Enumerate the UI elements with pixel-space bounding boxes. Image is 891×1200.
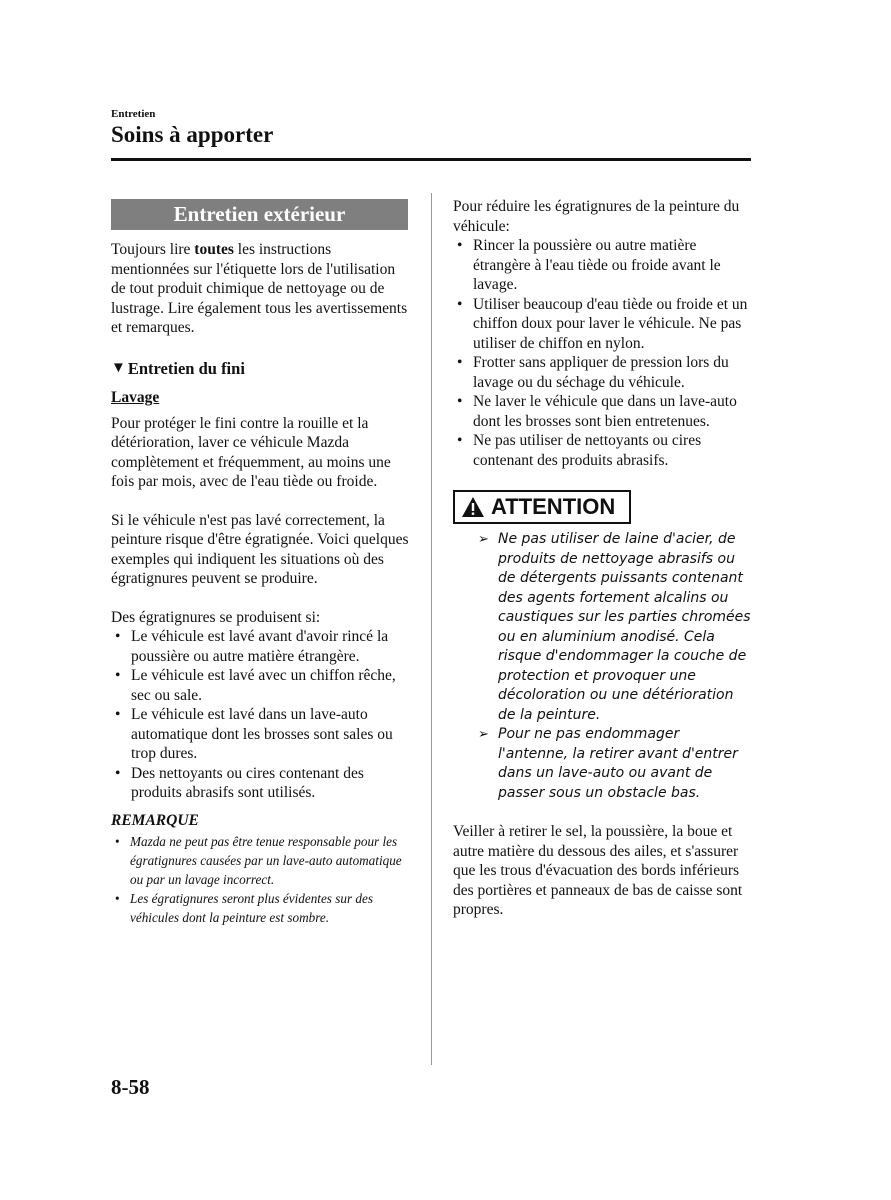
warning-triangle-icon xyxy=(461,496,485,518)
header-rule xyxy=(111,158,751,161)
remarque-heading: REMARQUE xyxy=(111,811,199,829)
attention-box xyxy=(453,490,631,524)
left-column xyxy=(111,199,411,927)
attention-list xyxy=(453,530,753,803)
list-item: • Des nettoyants ou cires contenant des produits abrasifs sont utilisés. xyxy=(111,764,411,803)
page-number: 8-58 xyxy=(111,1075,150,1099)
warning-item xyxy=(453,530,753,725)
right-column xyxy=(453,197,753,920)
subsection-title: Entretien du fini xyxy=(127,358,245,378)
scratch-causes-list xyxy=(111,627,411,803)
list-item: • Le véhicule est lavé dans un lave-auto automatique dont les brosses sont sales ou trop dures. xyxy=(111,705,411,764)
intro-text-start: Toujours lire xyxy=(111,241,195,258)
intro-text-end: les instructions mentionnées sur l'étiquette lors de l'utilisation de tout produit chimique de nettoyage ou de lustrage. Lire également tous les avertissements et remarques. xyxy=(111,241,408,336)
reduce-scratches-intro: Pour réduire les égratignures de la peinture du véhicule: xyxy=(453,198,740,235)
note-item: • Les égratignures seront plus évidentes sur des véhicules dont la peinture est sombre. xyxy=(111,889,411,927)
arrow-bullet-icon: ➢ xyxy=(478,532,489,547)
list-item: • Ne pas utiliser de nettoyants ou cires contenant des produits abrasifs. xyxy=(453,431,753,470)
chapter-label: Entretien xyxy=(111,108,156,120)
intro-paragraph xyxy=(111,240,411,338)
page-title: Soins à apporter xyxy=(111,122,274,147)
arrow-bullet-icon: ➢ xyxy=(478,727,489,742)
attention-label: ATTENTION xyxy=(491,494,616,520)
warning-text: Pour ne pas endommager l'antenne, la retirer avant d'entrer dans un lave-auto ou avant de passer sous un obstacle bas. xyxy=(498,726,738,801)
list-item: • Le véhicule est lavé avant d'avoir rincé la poussière ou autre matière étrangère. xyxy=(111,627,411,666)
washing-paragraph: Pour protéger le fini contre la rouille et la détérioration, laver ce véhicule Mazda complètement et fréquemment, au moins une fois par mois, avec de l'eau tiède ou froide. xyxy=(111,414,391,490)
note-item: • Mazda ne peut pas être tenue responsable pour les égratignures causées par un lave-auto automatique ou par un lavage incorrect. xyxy=(111,832,411,889)
subsection-heading xyxy=(111,359,411,379)
remarque-list xyxy=(111,832,411,927)
list-item: • Ne laver le véhicule que dans un lave-auto dont les brosses sont bien entretenues. xyxy=(453,392,753,431)
scratch-causes-intro: Des égratignures se produisent si: xyxy=(111,608,321,626)
list-item: • Utiliser beaucoup d'eau tiède ou froide et un chiffon doux pour laver le véhicule. Ne pas utiliser de chiffon en nylon. xyxy=(453,295,753,354)
scratch-warning-paragraph: Si le véhicule n'est pas lavé correctement, la peinture risque d'être égratignée. Voici quelques exemples qui indiquent les situations où des égratignures peuvent se produire. xyxy=(111,511,409,587)
lavage-heading: Lavage xyxy=(111,389,160,406)
reduce-scratches-list xyxy=(453,236,753,470)
warning-text: Ne pas utiliser de laine d'acier, de produits de nettoyage abrasifs ou de détergents puissants contenant des agents fortement alcalins ou caustiques sur les parties chromées ou en aluminium anodisé. Cela risque d'endommager la couche de protection et provoquer une décoloration ou une détérioration de la peinture. xyxy=(498,531,751,723)
intro-emphasis: toutes xyxy=(194,241,234,258)
list-item: • Frotter sans appliquer de pression lors du lavage ou du séchage du véhicule. xyxy=(453,353,753,392)
section-banner: Entretien extérieur xyxy=(111,199,408,230)
warning-item xyxy=(453,725,753,803)
column-divider xyxy=(431,193,432,1065)
closing-paragraph: Veiller à retirer le sel, la poussière, la boue et autre matière du dessous des ailes, et s'assurer que les trous d'évacuation des bords inférieurs des portières et panneaux de bas de caisse sont propres. xyxy=(453,823,743,918)
list-item: • Le véhicule est lavé avec un chiffon rêche, sec ou sale. xyxy=(111,666,411,705)
triangle-down-icon: ▼ xyxy=(111,359,126,376)
list-item: • Rincer la poussière ou autre matière étrangère à l'eau tiède ou froide avant le lavage. xyxy=(453,236,753,295)
